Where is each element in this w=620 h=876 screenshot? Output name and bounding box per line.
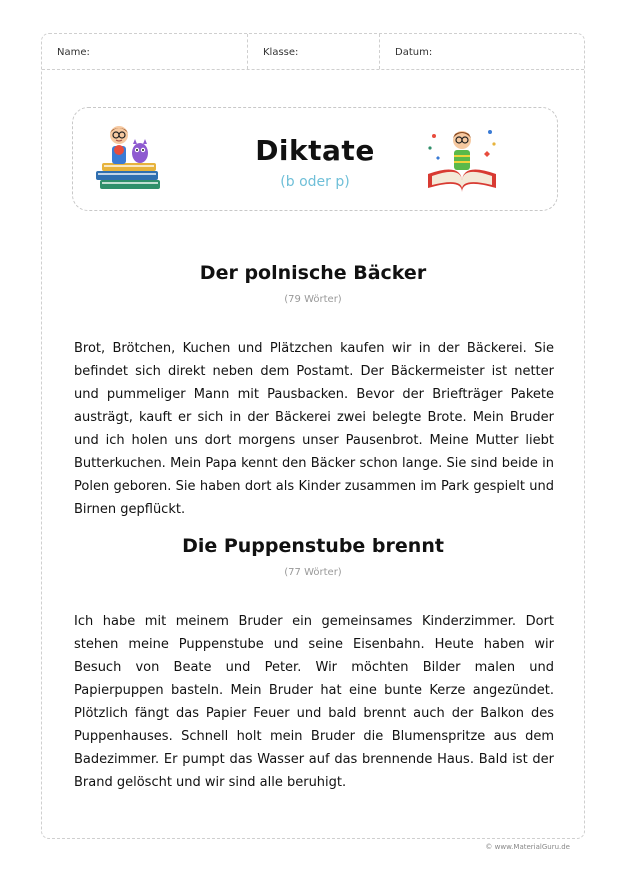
story-title: Die Puppenstube brennt (182, 535, 444, 557)
word-count: (77 Wörter) (284, 567, 342, 578)
name-label: Name: (57, 47, 90, 58)
page-subtitle: (b oder p) (280, 174, 350, 190)
boy-on-books-illustration (92, 122, 168, 198)
page-title: Diktate (255, 134, 375, 167)
date-label: Datum: (395, 47, 433, 58)
story-title: Der polnische Bäcker (199, 262, 427, 284)
student-info-row (42, 34, 584, 70)
story-text: Ich habe mit meinem Bruder ein gemeinsames Kinderzimmer. Dort stehen meine Puppenstube und seine Eisenbahn. Heute haben wir Besuch von Beate und Peter. Wir möchten Bilder malen und Papierpuppen basteln. Mein Bruder hat eine bunte Kerze angezündet. Plötzlich fängt das Papier Feuer und bald brennt auch der Balkon des Puppenhauses. Schnell holt mein Bruder die Blumenspritze aus dem Badezimmer. Er pumpt das Wasser auf das brennende Haus. Bald ist der Brand gelöscht und wir sind alle beruhigt. (74, 614, 554, 790)
boy-reading-book-illustration (420, 122, 504, 198)
name-field[interactable] (42, 34, 248, 69)
story-text: Brot, Brötchen, Kuchen und Plätzchen kaufen wir in der Bäckerei. Sie befindet sich direkt neben dem Postamt. Der Bäckermeister ist netter und pummeliger Mann mit Pausbacken. Bevor der Briefträger Pakete austrägt, kauft er sich in der Bäckerei zwei belegte Brote. Mein Bruder und ich holen uns dort morgens unser Pausenbrot. Meine Mutter liebt Butterkuchen. Mein Papa kennt den Bäcker schon lange. Sie sind beide in Polen geboren. Sie haben dort als Kinder zusammen im Park gespielt und Birnen gepflückt. (74, 341, 554, 517)
class-label: Klasse: (263, 47, 299, 58)
date-field[interactable] (380, 34, 586, 69)
copyright-notice: © www.MaterialGuru.de (485, 843, 570, 851)
word-count: (79 Wörter) (284, 294, 342, 305)
class-field[interactable] (248, 34, 380, 69)
